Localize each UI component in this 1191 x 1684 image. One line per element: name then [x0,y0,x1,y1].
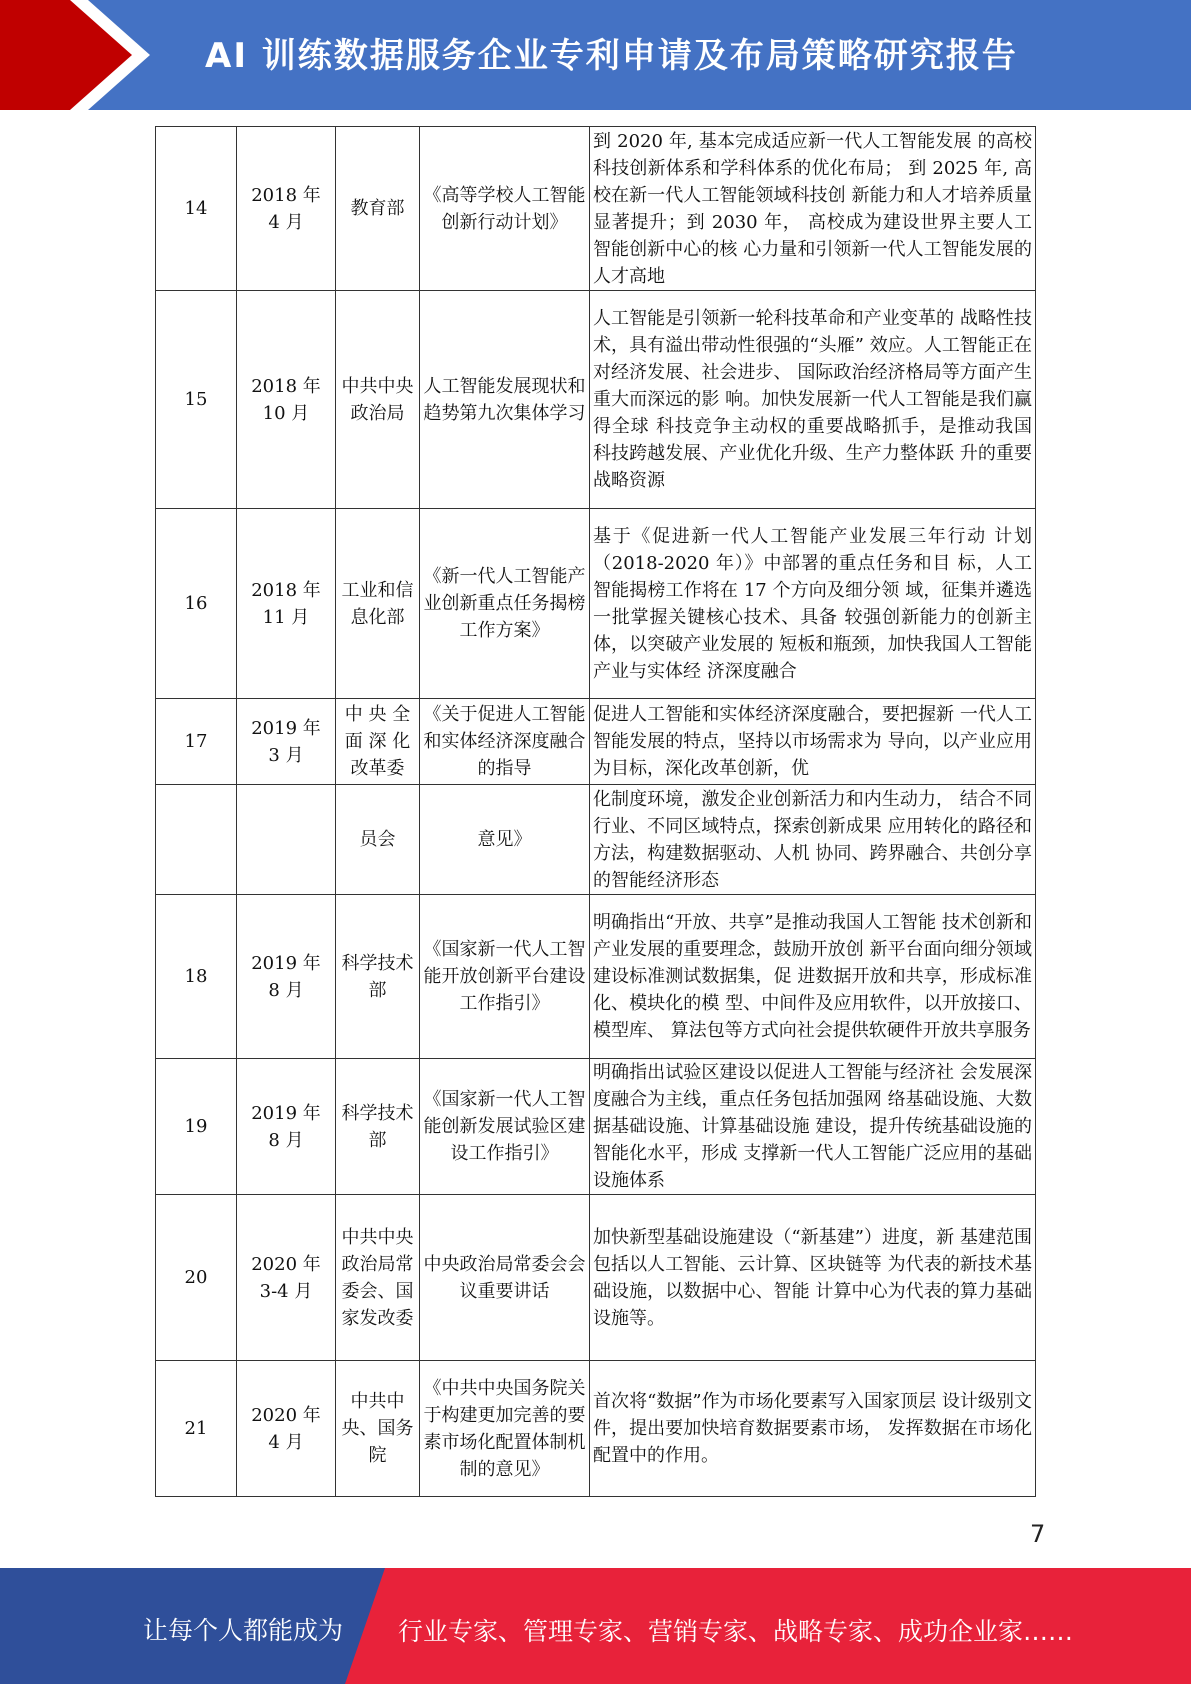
table-row [156,509,1036,699]
table-row [156,291,1036,509]
table-row [156,785,1036,895]
policy-table [155,126,1036,1497]
page-number: 7 [1030,1520,1046,1548]
row-date: 2019 年 3 月 [237,699,336,785]
row-description: 基于《促进新一代人工智能产业发展三年行动 计划（2018-2020 年）》中部署的重点任务和目 标，人工智能揭榜工作将在 17 个方向及细分领 域，征集并遴选一批掌握关键核心技术、具备 较强创新能力的创新主体，以突破产业发展的 短板和瓶颈，加快我国人工智能产业与实体经 济深度融合 [590,509,1036,699]
row-policy-title: 《国家新一代人工智能创新发展试验区建设工作指引》 [420,1059,590,1195]
table-row [156,127,1036,291]
row-description: 促进人工智能和实体经济深度融合，要把握新 一代人工智能发展的特点，坚持以市场需求为 导向，以产业应用为目标，深化改革创新，优 [590,699,1036,785]
row-number: 20 [156,1195,237,1361]
row-number: 21 [156,1361,237,1497]
footer-slogan-right: 行业专家、管理专家、营销专家、战略专家、成功企业家…… [398,1617,1074,1646]
row-date: 2018 年 11 月 [237,509,336,699]
row-description: 明确指出“开放、共享”是推动我国人工智能 技术创新和产业发展的重要理念，鼓励开放创 新平台面向细分领域建设标准测试数据集，促 进数据开放和共享，形成标准化、模块化的模 型、中间件及应用软件，以开放接口、模型库、 算法包等方式向社会提供软硬件开放共享服务 [590,895,1036,1059]
row-date: 2019 年 8 月 [237,895,336,1059]
row-date: 2019 年 8 月 [237,1059,336,1195]
row-number: 16 [156,509,237,699]
row-date: 2018 年 4 月 [237,127,336,291]
row-description: 化制度环境，激发企业创新活力和内生动力， 结合不同行业、不同区域特点，探索创新成果 应用转化的路径和方法，构建数据驱动、人机 协同、跨界融合、共创分享的智能经济形态 [590,785,1036,895]
row-policy-title: 《国家新一代人工智能开放创新平台建设工作指引》 [420,895,590,1059]
row-department: 员会 [336,785,420,895]
row-number: 17 [156,699,237,785]
row-department: 教育部 [336,127,420,291]
row-description: 加快新型基础设施建设（“新基建”）进度，新 基建范围包括以人工智能、云计算、区块链等 为代表的新技术基础设施，以数据中心、智能 计算中心为代表的算力基础设施等。 [590,1195,1036,1361]
row-date [237,785,336,895]
report-header [0,0,1191,110]
row-department: 中共中央政治局常委会、国家发改委 [336,1195,420,1361]
footer-banner [0,1568,1191,1684]
row-policy-title: 《高等学校人工智能创新行动计划》 [420,127,590,291]
report-title: AI 训练数据服务企业专利申请及布局策略研究报告 [205,36,1018,76]
table-row [156,1361,1036,1497]
row-policy-title: 意见》 [420,785,590,895]
row-date: 2020 年 4 月 [237,1361,336,1497]
row-department: 中共中央、国务院 [336,1361,420,1497]
row-description: 人工智能是引领新一轮科技革命和产业变革的 战略性技术，具有溢出带动性很强的“头雁” 效应。人工智能正在对经济发展、社会进步、 国际政治经济格局等方面产生重大而深远的影 响。加快发展新一代人工智能是我们赢得全球 科技竞争主动权的重要战略抓手，是推动我国 科技跨越发展、产业优化升级、生产力整体跃 升的重要战略资源 [590,291,1036,509]
row-date: 2018 年 10 月 [237,291,336,509]
row-department: 科学技术部 [336,1059,420,1195]
row-description: 到 2020 年, 基本完成适应新一代人工智能发展 的高校科技创新体系和学科体系的优化布局； 到 2025 年, 高校在新一代人工智能领域科技创 新能力和人才培养质量显著提升；到 2030 年， 高校成为建设世界主要人工智能创新中心的核 心力量和引领新一代人工智能发展的人才高地 [590,127,1036,291]
row-policy-title: 《中共中央国务院关于构建更加完善的要素市场化配置体制机制的意见》 [420,1361,590,1497]
table-row [156,699,1036,785]
row-department: 工业和信息化部 [336,509,420,699]
row-number: 15 [156,291,237,509]
row-number [156,785,237,895]
row-department: 中共中央政治局 [336,291,420,509]
table-row [156,895,1036,1059]
row-number: 18 [156,895,237,1059]
row-policy-title: 人工智能发展现状和趋势第九次集体学习 [420,291,590,509]
table-row [156,1195,1036,1361]
row-policy-title: 中央政治局常委会会议重要讲话 [420,1195,590,1361]
header-arrow-graphic [0,0,160,110]
row-policy-title: 《关于促进人工智能和实体经济深度融合的指导 [420,699,590,785]
row-department: 科学技术部 [336,895,420,1059]
row-number: 19 [156,1059,237,1195]
row-description: 首次将“数据”作为市场化要素写入国家顶层 设计级别文件，提出要加快培育数据要素市场， 发挥数据在市场化配置中的作用。 [590,1361,1036,1497]
row-department: 中 央 全 面 深 化 改革委 [336,699,420,785]
row-description: 明确指出试验区建设以促进人工智能与经济社 会发展深度融合为主线，重点任务包括加强网 络基础设施、大数据基础设施、计算基础设施 建设，提升传统基础设施的智能化水平，形成 支撑新一代人工智能广泛应用的基础设施体系 [590,1059,1036,1195]
table-row [156,1059,1036,1195]
row-policy-title: 《新一代人工智能产业创新重点任务揭榜工作方案》 [420,509,590,699]
row-number: 14 [156,127,237,291]
row-date: 2020 年 3-4 月 [237,1195,336,1361]
footer-slogan-left: 让每个人都能成为 [143,1616,344,1645]
